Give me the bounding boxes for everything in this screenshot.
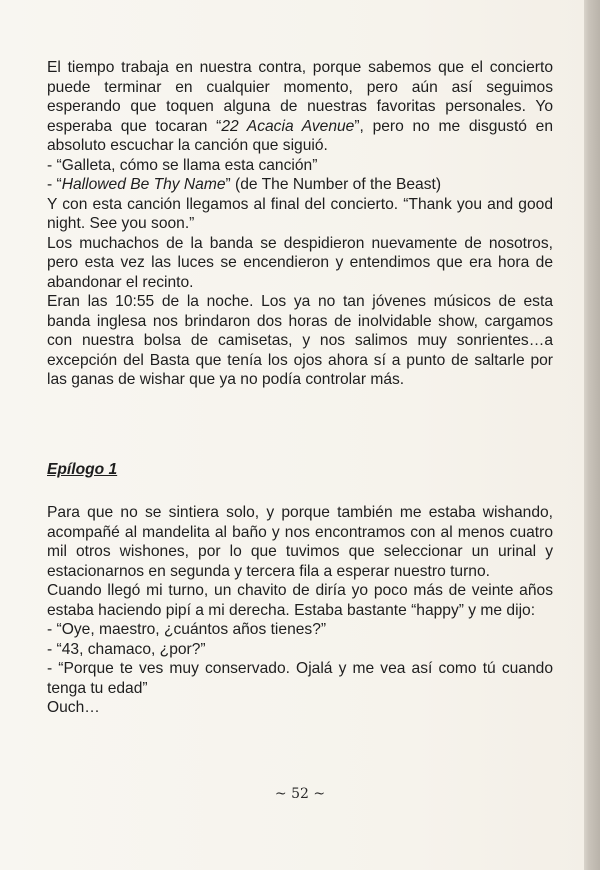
text-block-top <box>47 58 553 390</box>
paragraph: - “Porque te ves muy conservado. Ojalá y me vea así como tú cuando tenga tu edad” <box>47 660 553 697</box>
song-title: Hallowed Be Thy Name <box>61 176 226 193</box>
paragraph: Ouch… <box>47 699 100 716</box>
page-edge-shadow <box>584 0 600 870</box>
paragraph: - “43, chamaco, ¿por?” <box>47 640 206 658</box>
paragraph-text: ”, pero no me disgustó en absoluto escuchar la canción que siguió. <box>47 117 553 154</box>
paragraph: - “Galleta, cómo se llama esta canción” <box>47 156 318 174</box>
section-heading: Epílogo 1 <box>47 461 118 478</box>
paragraph: Y con esta canción llegamos al final del concierto. “Thank you and good night. See you soon.” <box>47 195 553 232</box>
text-block-bottom <box>47 503 553 718</box>
paragraph: Los muchachos de la banda se despidieron nuevamente de nosotros, pero esta vez las luces se encendieron y entendimos que era hora de abandonar el recinto. <box>47 234 553 291</box>
paragraph: - “Oye, maestro, ¿cuántos años tienes?” <box>47 621 327 638</box>
paragraph <box>47 175 553 195</box>
paragraph-text: - “ <box>47 176 62 193</box>
paragraph-text: El tiempo trabaja en nuestra contra, porque sabemos que el concierto puede terminar en cualquier momento, pero aún así seguimos esperando que toquen alguna de nuestras favoritas personales. Yo esperaba que tocaran “ <box>47 59 553 135</box>
paragraph <box>47 58 553 156</box>
paragraph: Para que no se sintiera solo, y porque también me estaba wishando, acompañé al mandelita al baño y nos encontramos con al menos cuatro mil otros wishones, por lo que tuvimos que seleccionar un urinal y estacionarnos en segunda y tercera fila a esperar nuestro turno. <box>47 504 553 580</box>
paragraph-text: ” (de The Number of the Beast) <box>225 176 442 193</box>
song-title: 22 Acacia Avenue <box>221 117 355 135</box>
paragraph: Eran las 10:55 de la noche. Los ya no tan jóvenes músicos de esta banda inglesa nos brindaron dos horas de inolvidable show, cargamos con nuestra bolsa de camisetas, y nos salimos muy sonrientes…a excepción del Basta que tenía los ojos ahora sí a punto de saltarle por las ganas de wishar que ya no podía controlar más. <box>47 293 553 388</box>
paragraph: Cuando llegó mi turno, un chavito de diría yo poco más de veinte años estaba haciendo pipí a mi derecha. Estaba bastante “happy” y me dijo: <box>47 582 553 619</box>
page-number: ~ 52 ~ <box>274 786 326 802</box>
